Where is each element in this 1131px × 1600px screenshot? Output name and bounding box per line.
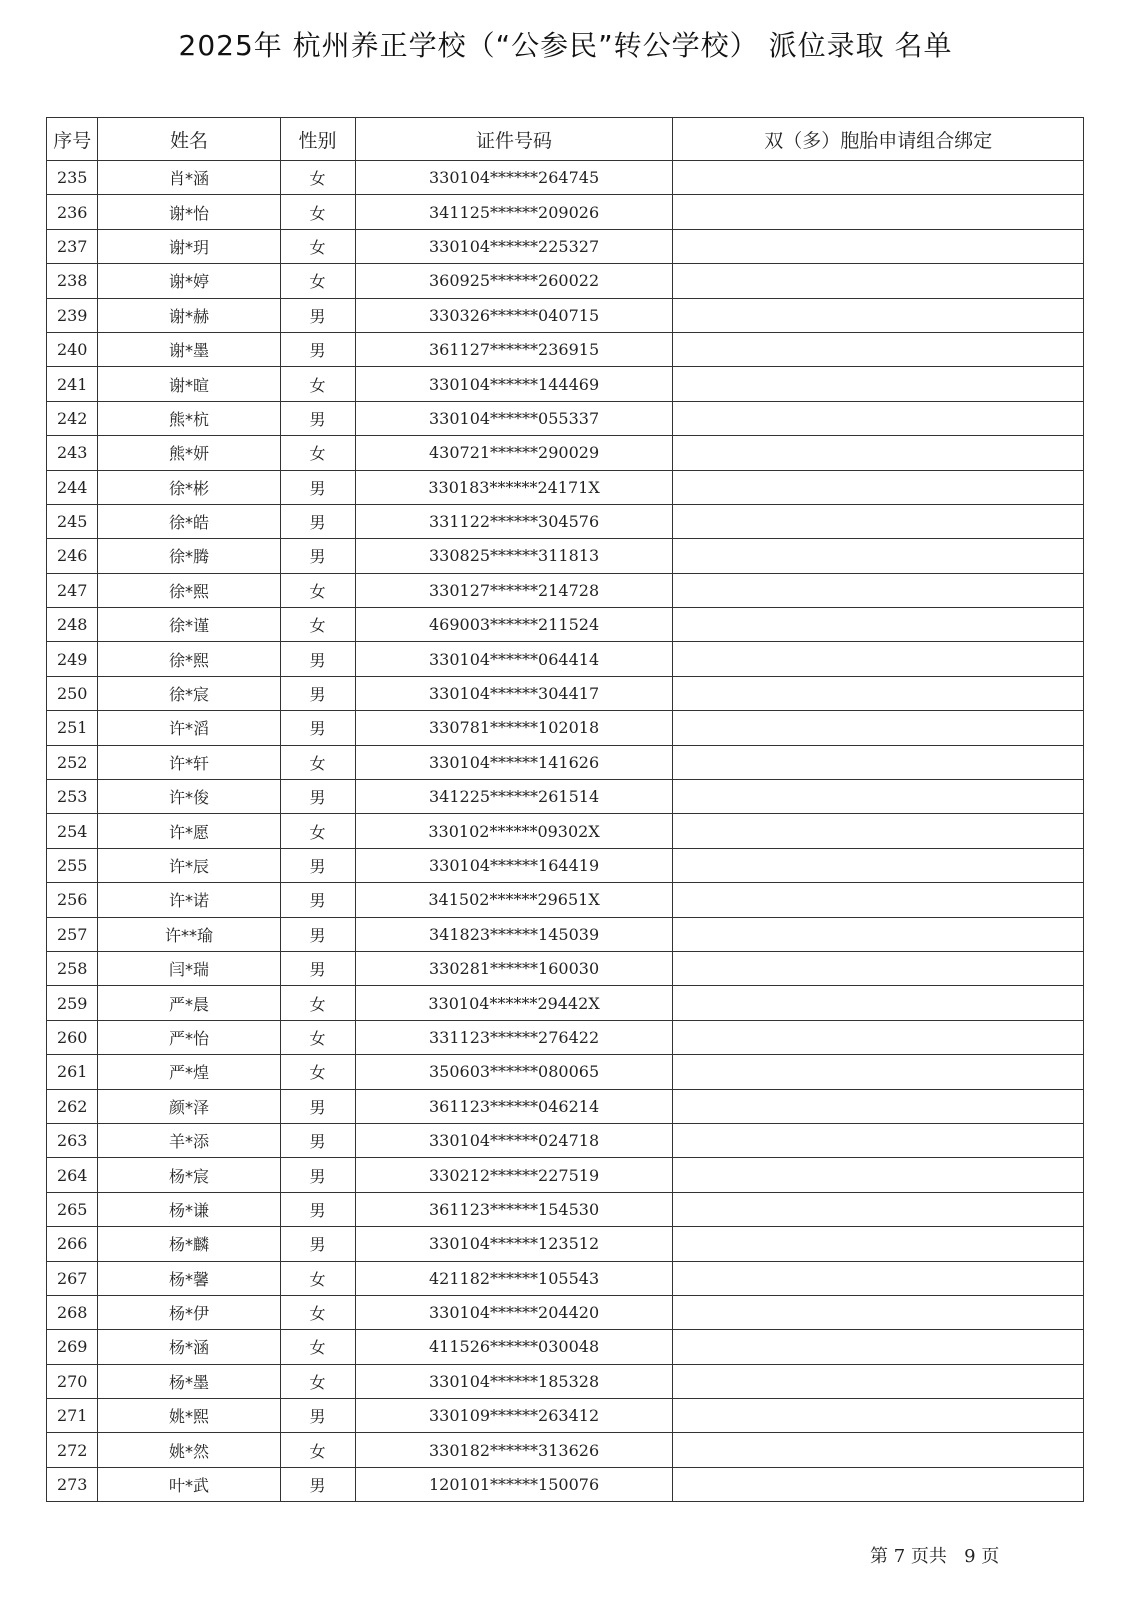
cell-seq: 242 bbox=[47, 401, 98, 435]
cell-id-number: 330104******024718 bbox=[355, 1123, 673, 1157]
cell-gender: 女 bbox=[280, 1433, 355, 1467]
cell-id-number: 330182******313626 bbox=[355, 1433, 673, 1467]
cell-twin-binding bbox=[673, 504, 1084, 538]
cell-gender: 男 bbox=[280, 711, 355, 745]
footer-current-page: 7 bbox=[893, 1546, 906, 1567]
cell-twin-binding bbox=[673, 1433, 1084, 1467]
cell-gender: 女 bbox=[280, 1330, 355, 1364]
cell-name: 许*愿 bbox=[98, 814, 280, 848]
table-row bbox=[47, 1158, 1084, 1192]
cell-name: 谢*赫 bbox=[98, 298, 280, 332]
cell-gender: 男 bbox=[280, 504, 355, 538]
cell-gender: 男 bbox=[280, 780, 355, 814]
cell-twin-binding bbox=[673, 401, 1084, 435]
cell-seq: 269 bbox=[47, 1330, 98, 1364]
cell-twin-binding bbox=[673, 1295, 1084, 1329]
cell-name: 杨*涵 bbox=[98, 1330, 280, 1364]
header-id-number: 证件号码 bbox=[355, 118, 673, 161]
cell-gender: 女 bbox=[280, 195, 355, 229]
cell-twin-binding bbox=[673, 1192, 1084, 1226]
cell-gender: 男 bbox=[280, 1467, 355, 1501]
cell-twin-binding bbox=[673, 1467, 1084, 1501]
cell-id-number: 330104******304417 bbox=[355, 676, 673, 710]
cell-id-number: 330183******24171X bbox=[355, 470, 673, 504]
table-header-row bbox=[47, 118, 1084, 161]
cell-name: 许*诺 bbox=[98, 883, 280, 917]
table-row bbox=[47, 883, 1084, 917]
cell-id-number: 341823******145039 bbox=[355, 917, 673, 951]
cell-id-number: 360925******260022 bbox=[355, 264, 673, 298]
table-row bbox=[47, 367, 1084, 401]
cell-seq: 238 bbox=[47, 264, 98, 298]
cell-twin-binding bbox=[673, 642, 1084, 676]
cell-seq: 241 bbox=[47, 367, 98, 401]
table-row bbox=[47, 745, 1084, 779]
cell-seq: 254 bbox=[47, 814, 98, 848]
cell-twin-binding bbox=[673, 1330, 1084, 1364]
cell-id-number: 361123******046214 bbox=[355, 1089, 673, 1123]
cell-gender: 男 bbox=[280, 1227, 355, 1261]
cell-id-number: 330104******264745 bbox=[355, 161, 673, 195]
cell-gender: 男 bbox=[280, 470, 355, 504]
header-seq: 序号 bbox=[47, 118, 98, 161]
table-row bbox=[47, 1399, 1084, 1433]
table-row bbox=[47, 917, 1084, 951]
cell-name: 徐*宸 bbox=[98, 676, 280, 710]
table-row bbox=[47, 504, 1084, 538]
cell-name: 严*煌 bbox=[98, 1055, 280, 1089]
header-gender: 性别 bbox=[280, 118, 355, 161]
cell-name: 徐*彬 bbox=[98, 470, 280, 504]
cell-gender: 男 bbox=[280, 1158, 355, 1192]
cell-name: 杨*麟 bbox=[98, 1227, 280, 1261]
cell-id-number: 330326******040715 bbox=[355, 298, 673, 332]
cell-gender: 女 bbox=[280, 608, 355, 642]
cell-gender: 男 bbox=[280, 883, 355, 917]
cell-twin-binding bbox=[673, 676, 1084, 710]
cell-seq: 250 bbox=[47, 676, 98, 710]
cell-twin-binding bbox=[673, 848, 1084, 882]
cell-twin-binding bbox=[673, 298, 1084, 332]
cell-twin-binding bbox=[673, 814, 1084, 848]
cell-twin-binding bbox=[673, 195, 1084, 229]
cell-gender: 女 bbox=[280, 436, 355, 470]
cell-seq: 240 bbox=[47, 332, 98, 366]
cell-name: 谢*怡 bbox=[98, 195, 280, 229]
cell-gender: 女 bbox=[280, 1261, 355, 1295]
cell-twin-binding bbox=[673, 1123, 1084, 1157]
cell-name: 谢*墨 bbox=[98, 332, 280, 366]
table-row bbox=[47, 1055, 1084, 1089]
cell-seq: 272 bbox=[47, 1433, 98, 1467]
cell-name: 徐*腾 bbox=[98, 539, 280, 573]
cell-gender: 男 bbox=[280, 676, 355, 710]
cell-name: 杨*墨 bbox=[98, 1364, 280, 1398]
cell-name: 许*辰 bbox=[98, 848, 280, 882]
cell-gender: 女 bbox=[280, 161, 355, 195]
footer-prefix: 第 bbox=[870, 1546, 888, 1567]
cell-id-number: 330781******102018 bbox=[355, 711, 673, 745]
table-row bbox=[47, 608, 1084, 642]
cell-seq: 256 bbox=[47, 883, 98, 917]
cell-seq: 271 bbox=[47, 1399, 98, 1433]
cell-name: 许*俊 bbox=[98, 780, 280, 814]
table-row bbox=[47, 986, 1084, 1020]
cell-gender: 女 bbox=[280, 1055, 355, 1089]
cell-twin-binding bbox=[673, 745, 1084, 779]
cell-gender: 男 bbox=[280, 642, 355, 676]
table-row bbox=[47, 539, 1084, 573]
cell-name: 谢*玥 bbox=[98, 229, 280, 263]
cell-gender: 男 bbox=[280, 1089, 355, 1123]
cell-id-number: 330825******311813 bbox=[355, 539, 673, 573]
table-row bbox=[47, 676, 1084, 710]
cell-seq: 253 bbox=[47, 780, 98, 814]
cell-name: 杨*谦 bbox=[98, 1192, 280, 1226]
cell-id-number: 330104******141626 bbox=[355, 745, 673, 779]
cell-twin-binding bbox=[673, 264, 1084, 298]
table-body bbox=[47, 161, 1084, 1502]
cell-id-number: 469003******211524 bbox=[355, 608, 673, 642]
table-row bbox=[47, 1089, 1084, 1123]
cell-name: 羊*添 bbox=[98, 1123, 280, 1157]
cell-twin-binding bbox=[673, 470, 1084, 504]
cell-seq: 260 bbox=[47, 1020, 98, 1054]
cell-gender: 女 bbox=[280, 745, 355, 779]
cell-gender: 女 bbox=[280, 1295, 355, 1329]
cell-id-number: 120101******150076 bbox=[355, 1467, 673, 1501]
table-row bbox=[47, 1020, 1084, 1054]
cell-id-number: 330102******09302X bbox=[355, 814, 673, 848]
cell-seq: 249 bbox=[47, 642, 98, 676]
cell-twin-binding bbox=[673, 1261, 1084, 1295]
cell-id-number: 330104******064414 bbox=[355, 642, 673, 676]
cell-id-number: 330104******185328 bbox=[355, 1364, 673, 1398]
table-row bbox=[47, 195, 1084, 229]
cell-seq: 267 bbox=[47, 1261, 98, 1295]
footer-middle: 页共 bbox=[910, 1546, 947, 1567]
table-row bbox=[47, 780, 1084, 814]
cell-id-number: 430721******290029 bbox=[355, 436, 673, 470]
cell-id-number: 330104******055337 bbox=[355, 401, 673, 435]
cell-seq: 266 bbox=[47, 1227, 98, 1261]
cell-seq: 258 bbox=[47, 951, 98, 985]
cell-twin-binding bbox=[673, 917, 1084, 951]
cell-seq: 262 bbox=[47, 1089, 98, 1123]
table-row bbox=[47, 1123, 1084, 1157]
table-row bbox=[47, 848, 1084, 882]
cell-twin-binding bbox=[673, 951, 1084, 985]
table-row bbox=[47, 470, 1084, 504]
cell-name: 严*怡 bbox=[98, 1020, 280, 1054]
cell-id-number: 330104******204420 bbox=[355, 1295, 673, 1329]
footer-total-pages: 9 bbox=[964, 1546, 976, 1567]
cell-twin-binding bbox=[673, 608, 1084, 642]
cell-name: 谢*婷 bbox=[98, 264, 280, 298]
table-row bbox=[47, 573, 1084, 607]
cell-seq: 255 bbox=[47, 848, 98, 882]
cell-twin-binding bbox=[673, 780, 1084, 814]
cell-id-number: 411526******030048 bbox=[355, 1330, 673, 1364]
table-row bbox=[47, 229, 1084, 263]
cell-twin-binding bbox=[673, 161, 1084, 195]
cell-id-number: 330109******263412 bbox=[355, 1399, 673, 1433]
cell-seq: 244 bbox=[47, 470, 98, 504]
cell-name: 徐*谨 bbox=[98, 608, 280, 642]
cell-twin-binding bbox=[673, 1020, 1084, 1054]
cell-id-number: 421182******105543 bbox=[355, 1261, 673, 1295]
cell-name: 姚*然 bbox=[98, 1433, 280, 1467]
cell-id-number: 361127******236915 bbox=[355, 332, 673, 366]
cell-twin-binding bbox=[673, 332, 1084, 366]
header-twin-binding: 双（多）胞胎申请组合绑定 bbox=[673, 118, 1084, 161]
table-row bbox=[47, 298, 1084, 332]
cell-seq: 265 bbox=[47, 1192, 98, 1226]
cell-seq: 247 bbox=[47, 573, 98, 607]
cell-seq: 257 bbox=[47, 917, 98, 951]
cell-name: 谢*暄 bbox=[98, 367, 280, 401]
cell-id-number: 331123******276422 bbox=[355, 1020, 673, 1054]
table-row bbox=[47, 1433, 1084, 1467]
cell-gender: 男 bbox=[280, 951, 355, 985]
cell-id-number: 330104******144469 bbox=[355, 367, 673, 401]
cell-name: 杨*馨 bbox=[98, 1261, 280, 1295]
cell-name: 徐*熙 bbox=[98, 573, 280, 607]
cell-name: 熊*妍 bbox=[98, 436, 280, 470]
cell-name: 熊*杭 bbox=[98, 401, 280, 435]
table-row bbox=[47, 1261, 1084, 1295]
cell-id-number: 330212******227519 bbox=[355, 1158, 673, 1192]
cell-seq: 235 bbox=[47, 161, 98, 195]
cell-twin-binding bbox=[673, 539, 1084, 573]
cell-seq: 243 bbox=[47, 436, 98, 470]
cell-twin-binding bbox=[673, 436, 1084, 470]
cell-gender: 男 bbox=[280, 298, 355, 332]
cell-twin-binding bbox=[673, 883, 1084, 917]
table-row bbox=[47, 332, 1084, 366]
cell-id-number: 350603******080065 bbox=[355, 1055, 673, 1089]
cell-id-number: 341125******209026 bbox=[355, 195, 673, 229]
cell-seq: 245 bbox=[47, 504, 98, 538]
cell-id-number: 330104******225327 bbox=[355, 229, 673, 263]
cell-twin-binding bbox=[673, 1227, 1084, 1261]
cell-id-number: 330104******164419 bbox=[355, 848, 673, 882]
cell-gender: 女 bbox=[280, 229, 355, 263]
cell-twin-binding bbox=[673, 1399, 1084, 1433]
cell-gender: 男 bbox=[280, 1399, 355, 1433]
cell-seq: 236 bbox=[47, 195, 98, 229]
cell-name: 肖*涵 bbox=[98, 161, 280, 195]
cell-twin-binding bbox=[673, 573, 1084, 607]
table-row bbox=[47, 161, 1084, 195]
footer-suffix: 页 bbox=[981, 1546, 1000, 1567]
header-name: 姓名 bbox=[98, 118, 280, 161]
cell-seq: 264 bbox=[47, 1158, 98, 1192]
table-row bbox=[47, 264, 1084, 298]
cell-name: 徐*熙 bbox=[98, 642, 280, 676]
cell-seq: 259 bbox=[47, 986, 98, 1020]
cell-id-number: 330104******123512 bbox=[355, 1227, 673, 1261]
table-row bbox=[47, 814, 1084, 848]
cell-seq: 248 bbox=[47, 608, 98, 642]
cell-name: 叶*武 bbox=[98, 1467, 280, 1501]
table-row bbox=[47, 1330, 1084, 1364]
cell-name: 许*轩 bbox=[98, 745, 280, 779]
table-row bbox=[47, 1227, 1084, 1261]
table-row bbox=[47, 1192, 1084, 1226]
cell-id-number: 331122******304576 bbox=[355, 504, 673, 538]
cell-id-number: 341502******29651X bbox=[355, 883, 673, 917]
admission-table bbox=[46, 117, 1084, 1502]
cell-seq: 251 bbox=[47, 711, 98, 745]
cell-seq: 263 bbox=[47, 1123, 98, 1157]
cell-seq: 252 bbox=[47, 745, 98, 779]
cell-twin-binding bbox=[673, 986, 1084, 1020]
table-row bbox=[47, 951, 1084, 985]
cell-twin-binding bbox=[673, 367, 1084, 401]
cell-id-number: 341225******261514 bbox=[355, 780, 673, 814]
cell-gender: 女 bbox=[280, 814, 355, 848]
cell-name: 杨*伊 bbox=[98, 1295, 280, 1329]
cell-seq: 237 bbox=[47, 229, 98, 263]
cell-gender: 女 bbox=[280, 264, 355, 298]
cell-name: 徐*皓 bbox=[98, 504, 280, 538]
cell-gender: 女 bbox=[280, 367, 355, 401]
table-row bbox=[47, 401, 1084, 435]
cell-gender: 男 bbox=[280, 1123, 355, 1157]
cell-gender: 男 bbox=[280, 401, 355, 435]
cell-gender: 男 bbox=[280, 332, 355, 366]
cell-twin-binding bbox=[673, 229, 1084, 263]
cell-seq: 261 bbox=[47, 1055, 98, 1089]
cell-seq: 273 bbox=[47, 1467, 98, 1501]
document-title: 2025年 杭州养正学校（“公参民”转公学校） 派位录取 名单 bbox=[178, 29, 953, 62]
table-row bbox=[47, 1364, 1084, 1398]
cell-gender: 女 bbox=[280, 1364, 355, 1398]
cell-twin-binding bbox=[673, 1089, 1084, 1123]
table-row bbox=[47, 1467, 1084, 1501]
cell-seq: 239 bbox=[47, 298, 98, 332]
cell-name: 闫*瑞 bbox=[98, 951, 280, 985]
cell-gender: 女 bbox=[280, 986, 355, 1020]
cell-twin-binding bbox=[673, 1055, 1084, 1089]
cell-seq: 270 bbox=[47, 1364, 98, 1398]
cell-seq: 246 bbox=[47, 539, 98, 573]
cell-name: 严*晨 bbox=[98, 986, 280, 1020]
cell-twin-binding bbox=[673, 1364, 1084, 1398]
cell-id-number: 330281******160030 bbox=[355, 951, 673, 985]
cell-name: 许*滔 bbox=[98, 711, 280, 745]
table-row bbox=[47, 642, 1084, 676]
table-row bbox=[47, 436, 1084, 470]
cell-gender: 女 bbox=[280, 1020, 355, 1054]
cell-id-number: 330127******214728 bbox=[355, 573, 673, 607]
cell-gender: 女 bbox=[280, 573, 355, 607]
cell-seq: 268 bbox=[47, 1295, 98, 1329]
cell-name: 姚*熙 bbox=[98, 1399, 280, 1433]
cell-name: 杨*宸 bbox=[98, 1158, 280, 1192]
table-row bbox=[47, 711, 1084, 745]
cell-gender: 男 bbox=[280, 1192, 355, 1226]
cell-gender: 男 bbox=[280, 539, 355, 573]
cell-gender: 男 bbox=[280, 848, 355, 882]
cell-name: 颜*泽 bbox=[98, 1089, 280, 1123]
cell-twin-binding bbox=[673, 711, 1084, 745]
cell-id-number: 361123******154530 bbox=[355, 1192, 673, 1226]
cell-name: 许**瑜 bbox=[98, 917, 280, 951]
cell-id-number: 330104******29442X bbox=[355, 986, 673, 1020]
cell-twin-binding bbox=[673, 1158, 1084, 1192]
cell-gender: 男 bbox=[280, 917, 355, 951]
table-row bbox=[47, 1295, 1084, 1329]
page-footer bbox=[870, 1542, 999, 1568]
